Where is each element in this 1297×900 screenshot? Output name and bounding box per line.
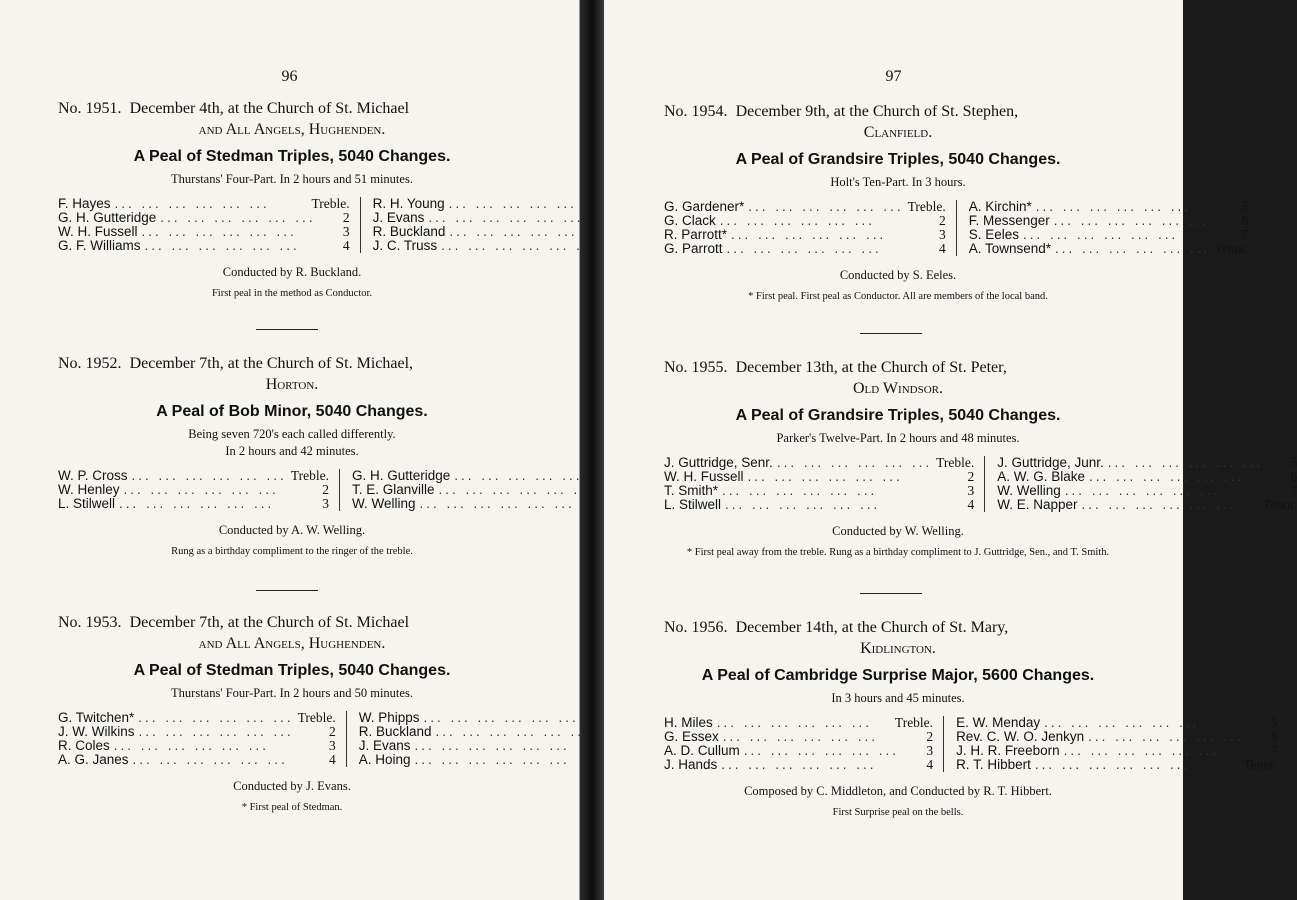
ringer-name: A. Hoing [358,752,411,767]
peal-date-church: December 9th, at the Church of St. Stephen, [735,103,1019,120]
leader-dots [720,214,912,228]
peal-number: No. 1956. [664,619,728,636]
ringer-name: W. H. Fussell [664,469,744,484]
peal-title: A Peal of Grandsire Triples, 5040 Changes. [735,407,1061,424]
ringer-name: G. Twitchen* [58,710,135,725]
leader-dots [139,725,302,739]
leader-dots [1082,498,1260,512]
ringer-name: W. Welling [351,496,416,511]
leader-dots [419,497,605,511]
bell-number: 2 [938,213,946,228]
bell-number: 5 [1241,199,1249,214]
peal-header [664,357,1132,399]
peal-entry [664,357,1297,558]
bell-number: 4 [342,238,350,253]
ringers-column [58,469,340,511]
bell-number: Tenor. [1243,757,1278,772]
bell-number: 3 [322,496,329,511]
leader-dots [114,739,302,753]
ringer-name: R. H. Young [372,196,445,211]
bell-number: 2 [926,729,934,744]
peal-date-church: December 7th, at the Church of St. Michael, [129,355,414,372]
bell-number: Tenor. [1263,497,1297,512]
ringer-name: F. Messenger [968,213,1050,228]
ringers-column [58,197,361,253]
ringer-row [956,716,1277,730]
leader-dots [748,470,941,484]
ringer-row [58,225,350,239]
leader-dots [119,497,295,511]
ringers-column [944,716,1277,772]
ringer-row [58,197,350,211]
bell-number: 5 [1270,715,1278,730]
bell-number: Treble. [290,468,329,483]
ringers-table [664,715,1278,772]
leader-dots [1035,758,1240,772]
ringers-column [664,200,957,256]
bell-number: 6 [1290,469,1297,484]
ringer-name: W. E. Napper [997,497,1078,512]
ringer-row [58,711,336,725]
ringer-name: E. W. Menday [956,715,1041,730]
page-number: 96 [281,68,298,85]
peal-date-church: December 14th, at the Church of St. Mary, [735,619,1009,636]
leader-dots [731,228,912,242]
ringer-name: S. Eeles [968,227,1019,242]
peal-number: No. 1955. [664,359,728,376]
ringers-table [58,711,526,767]
ringers-column [58,711,347,767]
leader-dots [721,758,899,772]
peal-header [664,101,1132,143]
bell-number: 3 [926,743,934,758]
peal-subtitle: Thurstans' Four-Part. In 2 hours and 51 minutes. [171,172,413,186]
ringer-name: G. F. Williams [58,238,141,253]
conductor-line: Conducted by W. Welling. [832,524,964,538]
peal-footnote: * First peal away from the treble. Rung as a birthday compliment to J. Guttridge, Sen., and T. Smith. [686,547,1110,558]
ringer-row [58,497,329,511]
ringer-row [664,456,974,470]
ringer-name: L. Stilwell [664,497,722,512]
leader-dots [777,456,932,470]
ringer-name: G. Gardener* [664,199,745,214]
peal-title: A Peal of Stedman Triples, 5040 Changes. [133,148,451,165]
bell-number: Treble. [297,710,336,725]
ringer-row [664,242,946,256]
section-divider [256,329,318,330]
ringer-name: L. Stilwell [58,496,116,511]
ringer-row [664,470,974,484]
ringer-name: J. W. Wilkins [58,724,135,739]
peal-date-church: December 7th, at the Church of St. Michael [129,614,410,631]
leader-dots [1054,214,1214,228]
ringer-row [956,758,1277,772]
ringer-name: G. H. Gutteridge [58,210,157,225]
ringer-name: G. Clack [664,213,716,228]
leader-dots [132,469,287,483]
ringer-row [58,739,336,753]
ringer-name: T. E. Glanville [351,482,435,497]
ringer-name: J. Evans [372,210,425,225]
leader-dots [717,716,891,730]
bell-number: Treble. [936,455,975,470]
ringer-name: G. Essex [664,729,719,744]
ringer-name: W. H. Fussell [58,224,138,239]
ringer-row [997,498,1297,512]
peal-header [664,617,1132,659]
peal-location: Old Windsor. [853,380,943,397]
ringer-row [969,200,1249,214]
bell-number: 4 [328,752,336,767]
leader-dots [1064,744,1244,758]
leader-dots [424,711,591,725]
ringers-column [664,716,944,772]
peal-entry [58,98,526,299]
bell-number: Treble. [907,199,946,214]
peal-location: Clanfield. [863,124,933,141]
leader-dots [725,498,940,512]
leader-dots [1023,228,1214,242]
ringer-name: A. G. Janes [58,752,129,767]
conductor-line: Conducted by J. Evans. [233,779,351,793]
ringer-name: Rev. C. W. O. Jenkyn [956,729,1085,744]
ringer-row [969,242,1249,256]
peal-location: Kidlington. [860,640,936,657]
peal-entry [664,101,1249,302]
leader-dots [145,239,316,253]
bell-number: 3 [967,483,975,498]
bell-number: 4 [926,757,934,772]
peal-header [58,98,526,140]
peal-subtitle: Being seven 720's each called differently. [188,427,396,441]
ringer-row [58,469,329,483]
peal-title: A Peal of Grandsire Triples, 5040 Changes. [735,151,1061,168]
bell-number: 2 [328,724,336,739]
ringer-name: A. Townsend* [968,241,1052,256]
ringer-name: A. Kirchin* [968,199,1032,214]
peal-footnote: * First peal. First peal as Conductor. All are members of the local band. [748,291,1048,302]
ringer-row [664,758,933,772]
peal-date-church: December 13th, at the Church of St. Peter, [735,359,1007,376]
bell-number: 7 [1241,227,1249,242]
peal-number: No. 1954. [664,103,728,120]
ringers-column [664,456,985,512]
peal-subtitle: In 2 hours and 42 minutes. [225,444,359,458]
ringer-name: G. H. Gutteridge [351,468,451,483]
ringer-name: R. Buckland [358,724,432,739]
page-number: 97 [885,68,902,85]
ringer-row [664,484,974,498]
ringer-row [969,228,1249,242]
ringer-row [664,716,933,730]
ringer-name: W. P. Cross [58,468,128,483]
ringer-name: W. Henley [58,482,120,497]
right-page [604,0,1297,900]
leader-dots [748,200,903,214]
ringers-table [58,469,526,511]
peal-header [58,612,526,654]
section-divider [860,333,922,334]
ringer-name: J. Hands [664,757,718,772]
bell-number: Tenor. [1214,241,1249,256]
section-divider [860,593,922,594]
ringer-row [664,730,933,744]
ringer-name: A. W. G. Blake [997,469,1086,484]
leader-dots [1088,730,1243,744]
ringer-row [956,744,1277,758]
peal-title: A Peal of Cambridge Surprise Major, 5600 Changes. [701,667,1095,684]
section-divider [256,590,318,591]
leader-dots [744,744,899,758]
peal-footnote: First Surprise peal on the bells. [832,807,964,818]
ringer-name: R. Parrott* [664,227,728,242]
bell-number: 6 [1270,729,1278,744]
ringer-row [664,744,933,758]
bell-number: 4 [967,497,975,512]
bell-number: 2 [322,482,329,497]
ringer-row [58,483,329,497]
book-gutter [580,0,604,900]
leader-dots [1036,200,1214,214]
ringer-name: J. C. Truss [372,238,438,253]
ringer-row [997,456,1297,470]
leader-dots [441,239,601,253]
leader-dots [1108,456,1263,470]
leader-dots [415,739,591,753]
ringer-name: R. T. Hibbert [956,757,1031,772]
ringer-row [58,753,336,767]
leader-dots [1065,484,1263,498]
peal-number: No. 1953. [58,614,122,631]
peal-entry [664,617,1278,818]
conductor-line: Conducted by S. Eeles. [839,268,957,282]
peal-subtitle: Parker's Twelve-Part. In 2 hours and 48 minutes. [776,431,1020,445]
ringers-table [58,197,526,253]
bell-number: 3 [938,227,946,242]
peal-subtitle: Thurstans' Four-Part. In 2 hours and 50 minutes. [171,686,413,700]
leader-dots [133,753,302,767]
bell-number: 5 [1290,455,1297,470]
ringer-name: J. Guttridge, Senr. [664,455,773,470]
peal-date-church: December 4th, at the Church of St. Michael [129,100,410,117]
ringers-column [957,200,1249,256]
ringer-name: J. Evans [358,738,411,753]
ringer-name: G. Parrott [664,241,723,256]
bell-number: 7 [1270,743,1278,758]
ringers-table [664,455,1297,512]
bell-number: 3 [342,224,350,239]
ringer-name: W. Phipps [358,710,420,725]
ringer-name: J. Guttridge, Junr. [997,455,1104,470]
peal-number: No. 1951. [58,100,122,117]
peal-entry [58,612,526,813]
ringer-name: W. Welling [997,483,1061,498]
bell-number: Treble. [894,715,934,730]
leader-dots [1055,242,1210,256]
ringer-row [997,484,1297,498]
bell-number: 4 [938,241,946,256]
ringer-row [997,470,1297,484]
ringer-name: H. Miles [664,715,713,730]
conductor-line: Composed by C. Middleton, and Conducted by R. T. Hibbert. [744,784,1052,798]
ringers-column [985,456,1297,512]
leader-dots [160,211,315,225]
peal-footnote: Rung as a birthday compliment to the ringer of the treble. [171,546,413,557]
bell-number: 2 [342,210,350,225]
peal-number: No. 1952. [58,355,122,372]
ringer-row [664,214,946,228]
ringer-name: A. D. Cullum [664,743,740,758]
ringers-table [664,199,1249,256]
peal-subtitle: Holt's Ten-Part. In 3 hours. [830,175,966,189]
ringer-row [58,211,350,225]
leader-dots [1089,470,1263,484]
leader-dots [142,225,316,239]
peal-footnote: * First peal of Stedman. [241,802,343,813]
conductor-line: Conducted by R. Buckland. [222,265,362,279]
bell-number: Treble. [311,196,350,211]
ringer-row [58,239,350,253]
leader-dots [138,711,293,725]
ringer-name: T. Smith* [664,483,719,498]
leader-dots [115,197,308,211]
leader-dots [124,483,295,497]
ringer-name: R. Coles [58,738,110,753]
leader-dots [723,730,899,744]
ringer-row [956,730,1277,744]
ringer-row [58,725,336,739]
leader-dots [722,484,940,498]
ringer-name: R. Buckland [372,224,446,239]
bell-number: 6 [1241,213,1249,228]
bell-number: 7 [1290,483,1297,498]
ringer-row [664,200,946,214]
ringer-name: J. H. R. Freeborn [956,743,1060,758]
ringer-row [664,498,974,512]
ringer-row [969,214,1249,228]
leader-dots [415,753,587,767]
bell-number: 3 [328,738,336,753]
peal-location: and All Angels, Hughenden. [198,121,386,138]
conductor-line: Conducted by A. W. Welling. [218,523,366,537]
peal-header [58,353,526,395]
ringer-name: F. Hayes [58,196,111,211]
peal-title: A Peal of Stedman Triples, 5040 Changes. [133,662,451,679]
ringer-row [664,228,946,242]
peal-title: A Peal of Bob Minor, 5040 Changes. [156,403,428,420]
left-page [0,0,580,900]
peal-entry [58,353,526,557]
bell-number: 2 [967,469,975,484]
leader-dots [1044,716,1243,730]
peal-footnote: First peal in the method as Conductor. [211,288,373,299]
peal-location: and All Angels, Hughenden. [198,635,386,652]
leader-dots [428,211,604,225]
peal-subtitle: In 3 hours and 45 minutes. [831,691,965,705]
leader-dots [727,242,912,256]
peal-location: Horton. [265,376,319,393]
leader-dots [436,725,591,739]
